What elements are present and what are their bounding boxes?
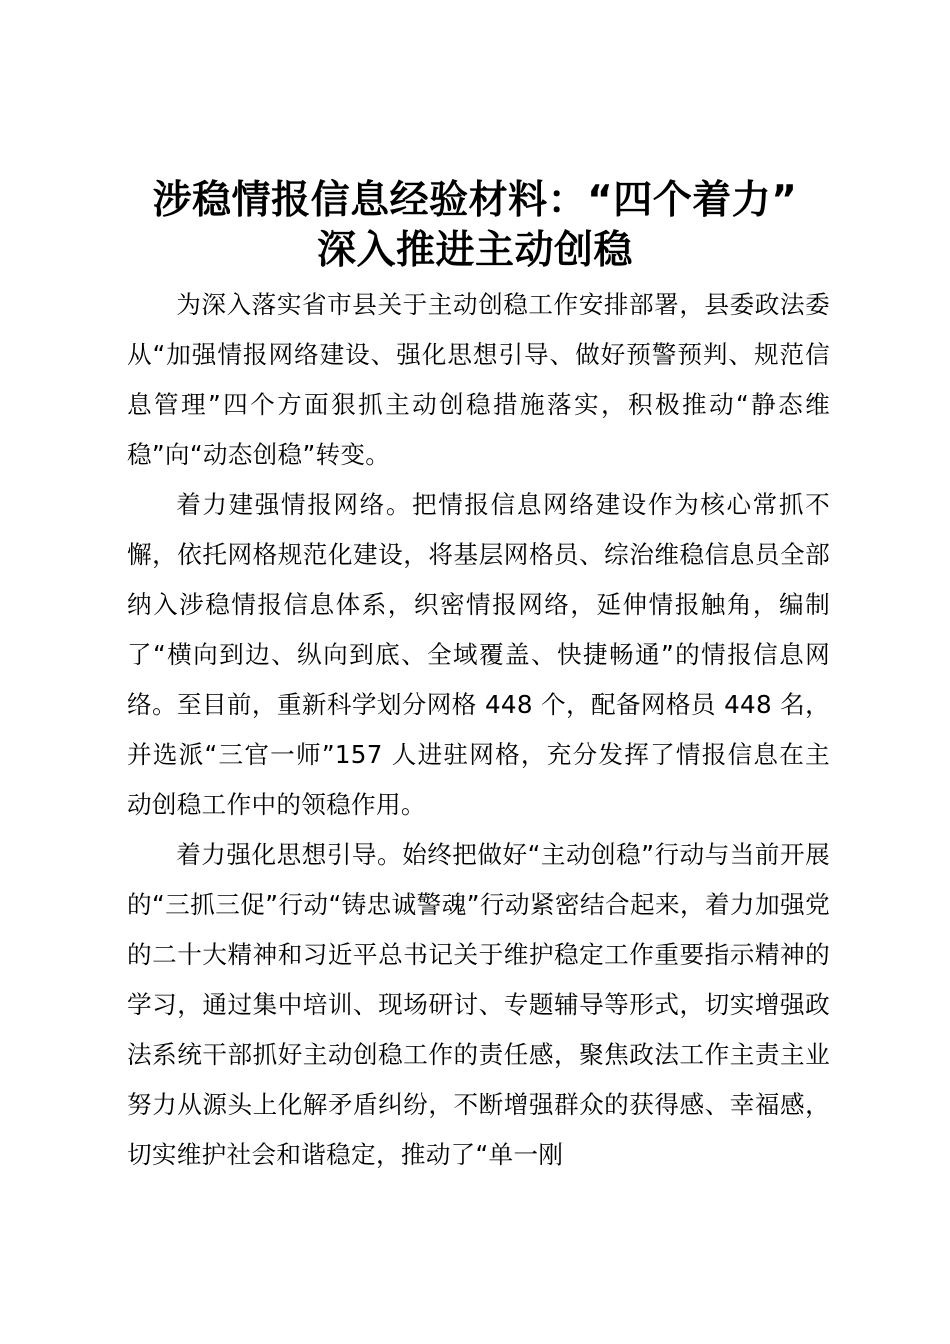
paragraph-ideological-guidance: 着力强化思想引导。始终把做好“主动创稳”行动与当前开展的“三抓三促”行动“铸忠诚警魂”行动紧密结合起来，着力加强党的二十大精神和习近平总书记关于维护稳定工作重要指示精神的学习，通过集中培训、现场研讨、专题辅导等形式，切实增强政法系统干部抓好主动创稳工作的责任感，聚焦政法工作主责主业努力从源头上化解矛盾纠纷，不断增强群众的获得感、幸福感，切实维护社会和谐稳定，推动了“单一刚 [127,840,830,1169]
document-title [120,176,830,276]
paragraph-intro: 为深入落实省市县关于主动创稳工作安排部署，县委政法委从“加强情报网络建设、强化思想引导、做好预警预判、规范信息管理”四个方面狠抓主动创稳措施落实，积极推动“静态维稳”向“动态创稳”转变。 [127,290,830,469]
paragraph-intelligence-network: 着力建强情报网络。把情报信息网络建设作为核心常抓不懈，依托网格规范化建设，将基层网格员、综治维稳信息员全部纳入涉稳情报信息体系，织密情报网络，延伸情报触角，编制了“横向到边、纵向到底、全域覆盖、快捷畅通”的情报信息网络。至目前，重新科学划分网格 448 个，配备网格员 448 名，并选派“三官一师”157 人进驻网格，充分发挥了情报信息在主动创稳工作中的领稳作用。 [127,490,830,819]
title-line-1: 涉稳情报信息经验材料：“四个着力” [152,178,798,223]
title-line-2: 深入推进主动创稳 [316,228,633,273]
document-body [127,280,830,1180]
